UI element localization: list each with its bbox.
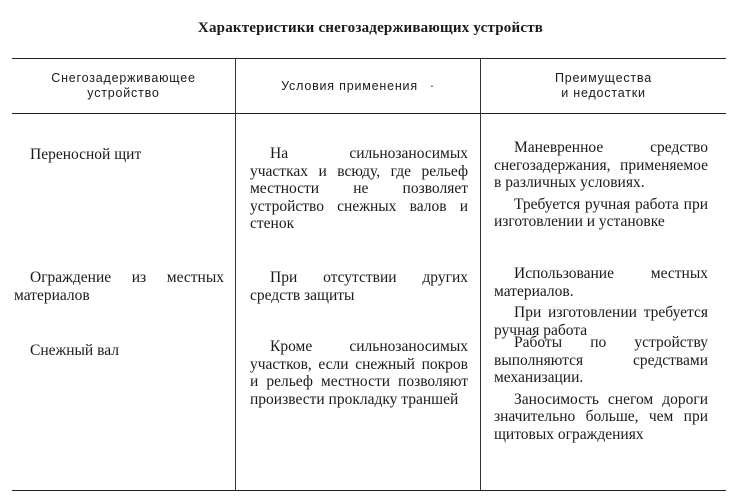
row-3-conditions [250,338,468,408]
row-3-device [30,342,230,360]
row-3-note-1: Работы по устройству выполняются средствами механизации. [494,334,708,386]
row-1-conditions [250,145,468,233]
column-divider-1 [235,58,236,490]
row-2-notes [494,265,708,339]
header-conditions [236,60,480,112]
row-1-note-1: Маневренное средство снегозадержания, применяемое в различных условиях. [494,139,708,191]
table-top-rule [12,58,726,59]
row-3-device-text: Снежный вал [30,342,119,359]
row-1-device-text: Переносной щит [30,146,142,163]
row-3-notes [494,334,708,443]
column-divider-2 [480,58,481,490]
row-2-conditions [250,269,468,304]
header-conditions-mark: · [429,78,435,93]
row-2-device [14,269,224,304]
row-2-note-1: Использование местных материалов. [494,265,708,300]
header-conditions-label: Условия применения [281,78,418,93]
row-3-note-2: Заносимость снегом дороги значительно больше, чем при щитовых ограждениях [494,390,708,443]
row-1-notes [494,139,708,231]
row-1-device [30,146,230,164]
header-device [12,60,235,112]
row-2-device-text: Ограждение из местных материалов [14,269,224,304]
row-3-conditions-text: Кроме сильнозаносимых участков, если снежный покров и рельеф местности позволяют произвести прокладку траншей [250,338,468,408]
row-1-note-2: Требуется ручная работа при изготовлении и установке [494,195,708,230]
row-2-conditions-text: При отсутствии других средств защиты [250,269,468,304]
table-bottom-rule [12,490,726,491]
row-1-conditions-text: На сильнозаносимых участках и всюду, где рельеф местности не позволяет устройство снежных валов и стенок [250,145,468,232]
header-bottom-rule [12,113,726,114]
header-device-label: Снегозадерживающее устройство [51,71,196,100]
row-2-note-2: При изготовлении требуется ручная работа [494,304,708,339]
header-notes [481,60,726,112]
header-notes-label: Преимущества и недостатки [555,71,652,100]
table-title: Характеристики снегозадерживающих устройств [197,20,544,36]
